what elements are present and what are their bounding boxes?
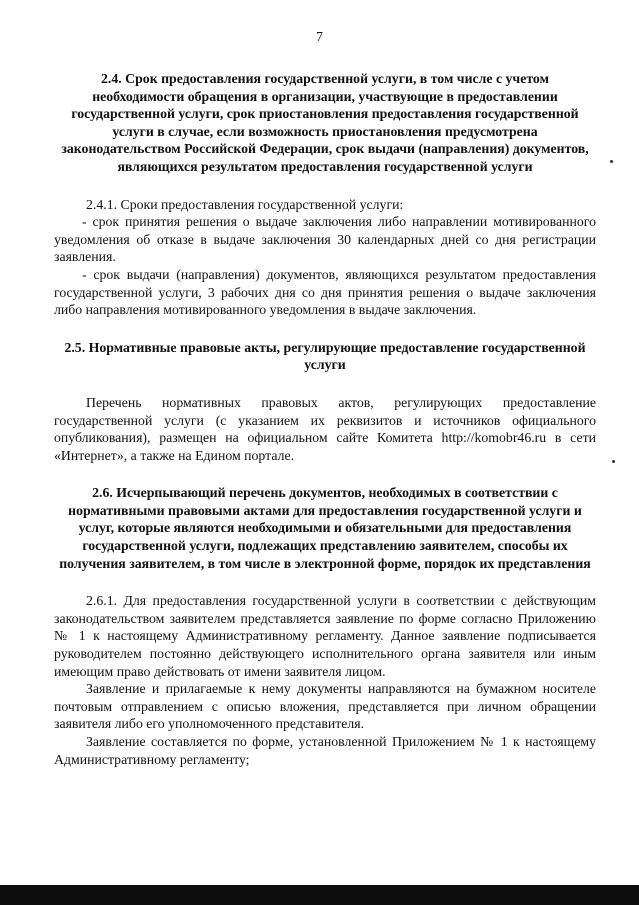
section-heading: 2.5. Нормативные правовые акты, регулирующие предоставление государственной услуги [64,339,586,373]
paragraph: 2.6.1. Для предоставления государственной услуги в соответствии с действующим законодательством заявителем представляется заявление по форме согласно Приложению № 1 к настоящему Административному регламенту. Данное заявление подписывается руководителем постоянно действующего исполнительного органа заявителя или иным имеющим право действовать от имени заявителя лицом. [54,593,596,679]
scan-speck [610,160,613,163]
paragraph: Заявление и прилагаемые к нему документы направляются на бумажном носителе почтовым отправлением с описью вложения, представляется при личном обращении заявителя либо его уполномоченного представителя. [54,681,596,732]
page-number: 7 [316,29,323,44]
section-2-6 [54,484,596,768]
list-item: - срок выдачи (направления) документов, являющихся результатом предоставления государственной услуги, 3 рабочих дня со дня принятия решения о выдаче заключения либо направления мотивированного уведомления в выдаче заключения. [54,266,596,318]
section-2-5 [54,339,596,465]
list-item: - срок принятия решения о выдаче заключения либо направлении мотивированного уведомления об отказе в выдаче заключения 30 календарных дней со дня регистрации заявления. [54,214,596,265]
paragraph: 2.4.1. Сроки предоставления государственной услуги: [86,196,404,212]
document-body [54,70,596,788]
section-2-4 [54,70,596,319]
paragraph: Перечень нормативных правовых актов, регулирующих предоставление государственной услуги (с указанием их реквизитов и источников официального опубликования), размещен на официальном сайте Комитета http://komobr46.ru в сети «Интернет», а также на Едином портале. [54,394,596,463]
scan-edge-bar [0,885,639,905]
scan-speck [612,460,615,463]
section-heading: 2.6. Исчерпывающий перечень документов, необходимых в соответствии с нормативными правовыми актами для предоставления государственной услуги и услуг, которые являются необходимыми и обязательными для предоставления государственной услуги, подлежащих представлению заявителем, способы их получения заявителем, в том числе в электронной форме, порядок их представления [59,485,591,571]
section-heading: 2.4. Срок предоставления государственной услуги, в том числе с учетом необходимости обращения в организации, участвующие в предоставлении государственной услуги, срок приостановления предоставления государственной услуги в случае, если возможность приостановления предусмотрена законодательством Российской Федерации, срок выдачи (направления) документов, являющихся результатом предоставления государственной услуги [61,71,589,174]
paragraph: Заявление составляется по форме, установленной Приложением № 1 к настоящему Административному регламенту; [54,734,596,767]
